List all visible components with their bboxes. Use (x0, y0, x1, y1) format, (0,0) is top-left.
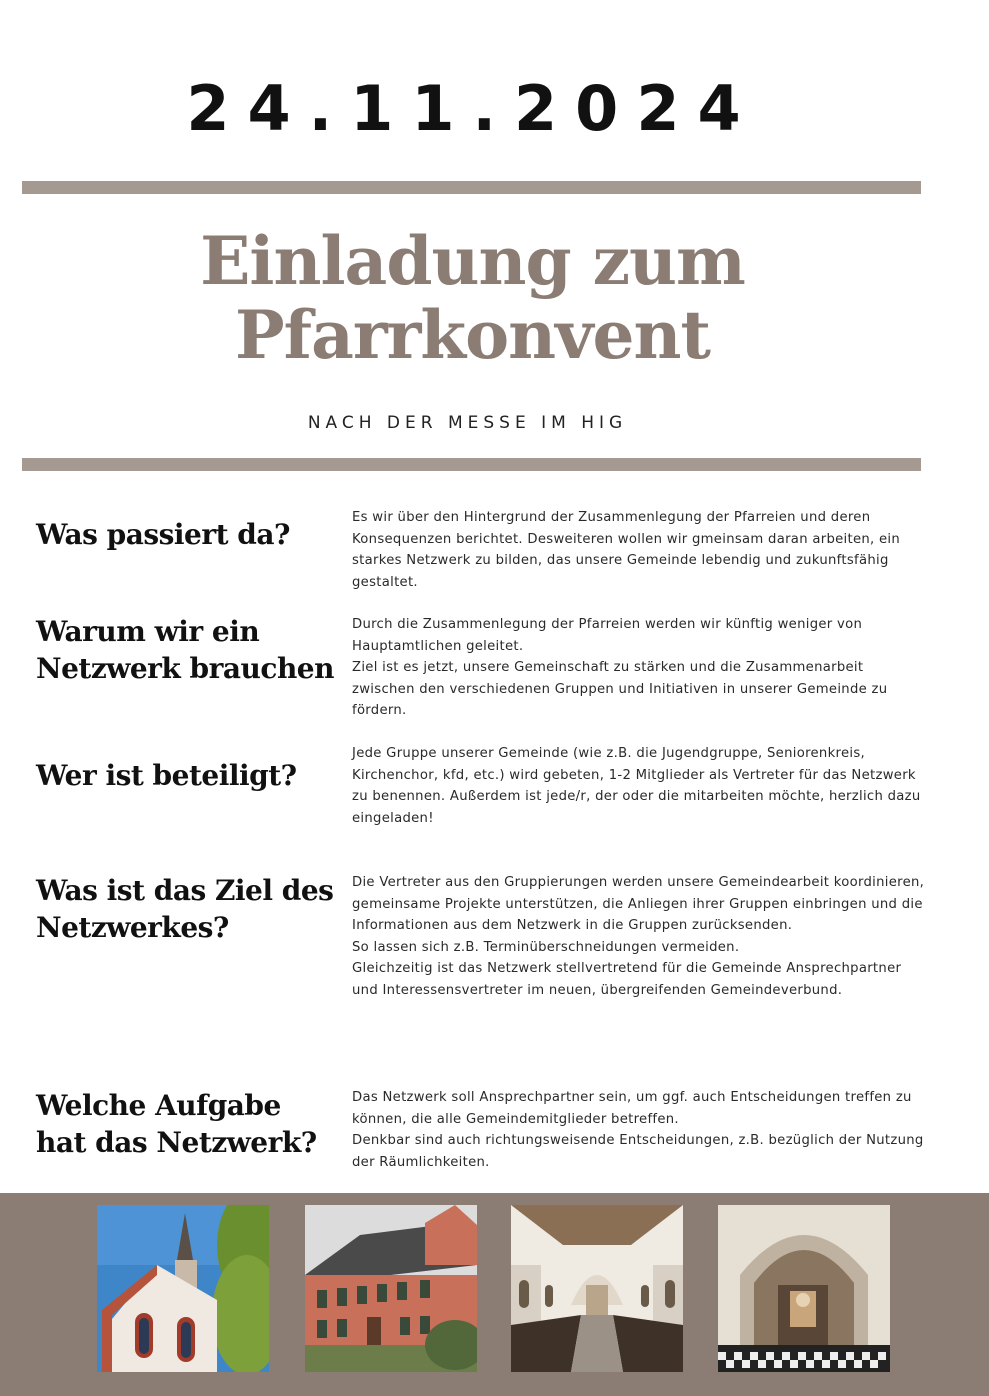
divider-top (22, 181, 921, 194)
church-exterior-photo (97, 1205, 269, 1372)
section-question: Wer ist beteiligt? (36, 759, 297, 792)
answer-paragraph: Es wir über den Hintergrund der Zusammenlegung der Pfarreien und deren Konsequenzen berichtet. Desweiteren wollen wir gmeinsam daran arbeiten, ein starkes Netzwerk zu bilden, das unsere Gemeinde lebendig und zukunftsfähig gestaltet. (352, 510, 901, 590)
section-answer (352, 1087, 927, 1173)
section-answer (352, 872, 927, 1001)
answer-paragraph: Ziel ist es jetzt, unsere Gemeinschaft zu stärken und die Zusammenarbeit zwischen den verschiedenen Gruppen und Initiativen in unserer Gemeinde zu fördern. (352, 660, 888, 718)
answer-paragraph: So lassen sich z.B. Terminüberschneidungen vermeiden. (352, 939, 740, 955)
title-line-1: Einladung zum (200, 222, 745, 300)
answer-paragraph: Gleichzeitig ist das Netzwerk stellvertretend für die Gemeinde Ansprechpartner und Interessensvertreter im neuen, übergreifenden Gemeindeverbund. (352, 961, 902, 998)
section-question: Welche Aufgabe hat das Netzwerk? (36, 1089, 317, 1159)
answer-paragraph: Denkbar sind auch richtungsweisende Entscheidungen, z.B. bezüglich der Nutzung der Räumlichkeiten. (352, 1133, 924, 1170)
answer-paragraph: Jede Gruppe unserer Gemeinde (wie z.B. die Jugendgruppe, Seniorenkreis, Kirchenchor, kfd, etc.) wird gebeten, 1-2 Mitglieder als Vertreter für das Netzwerk zu benennen. Außerdem ist jede/r, der oder die mitarbeiten möchte, herzlich dazu eingeladen! (352, 746, 921, 826)
answer-paragraph: Das Netzwerk soll Ansprechpartner sein, um ggf. auch Entscheidungen treffen zu können, die alle Gemeindemitglieder betreffen. (352, 1090, 912, 1127)
section-answer (352, 507, 927, 593)
section-question: Was ist das Ziel des Netzwerkes? (36, 874, 334, 944)
church-nave-photo (511, 1205, 683, 1372)
section-question: Was passiert da? (36, 518, 290, 551)
title-line-2: Pfarrkonvent (235, 296, 710, 374)
divider-bottom (22, 458, 921, 471)
answer-paragraph: Durch die Zusammenlegung der Pfarreien werden wir künftig weniger von Hauptamtlichen geleitet. (352, 617, 863, 654)
event-date: 24.11.2024 (186, 72, 759, 145)
subtitle: NACH DER MESSE IM HIG (307, 413, 628, 433)
answer-paragraph: Die Vertreter aus den Gruppierungen werden unsere Gemeindearbeit koordinieren, gemeinsame Projekte unterstützen, die Anliegen ihrer Gruppen einbringen und die Informationen aus dem Netzwerk in die Gruppen zurücksenden. (352, 875, 925, 933)
section-question: Warum wir ein Netzwerk brauchen (36, 615, 334, 685)
church-chapel-photo (718, 1205, 890, 1372)
parish-house-photo (305, 1205, 477, 1372)
page-title (0, 224, 945, 372)
section-answer (352, 743, 927, 829)
section-answer (352, 614, 927, 722)
